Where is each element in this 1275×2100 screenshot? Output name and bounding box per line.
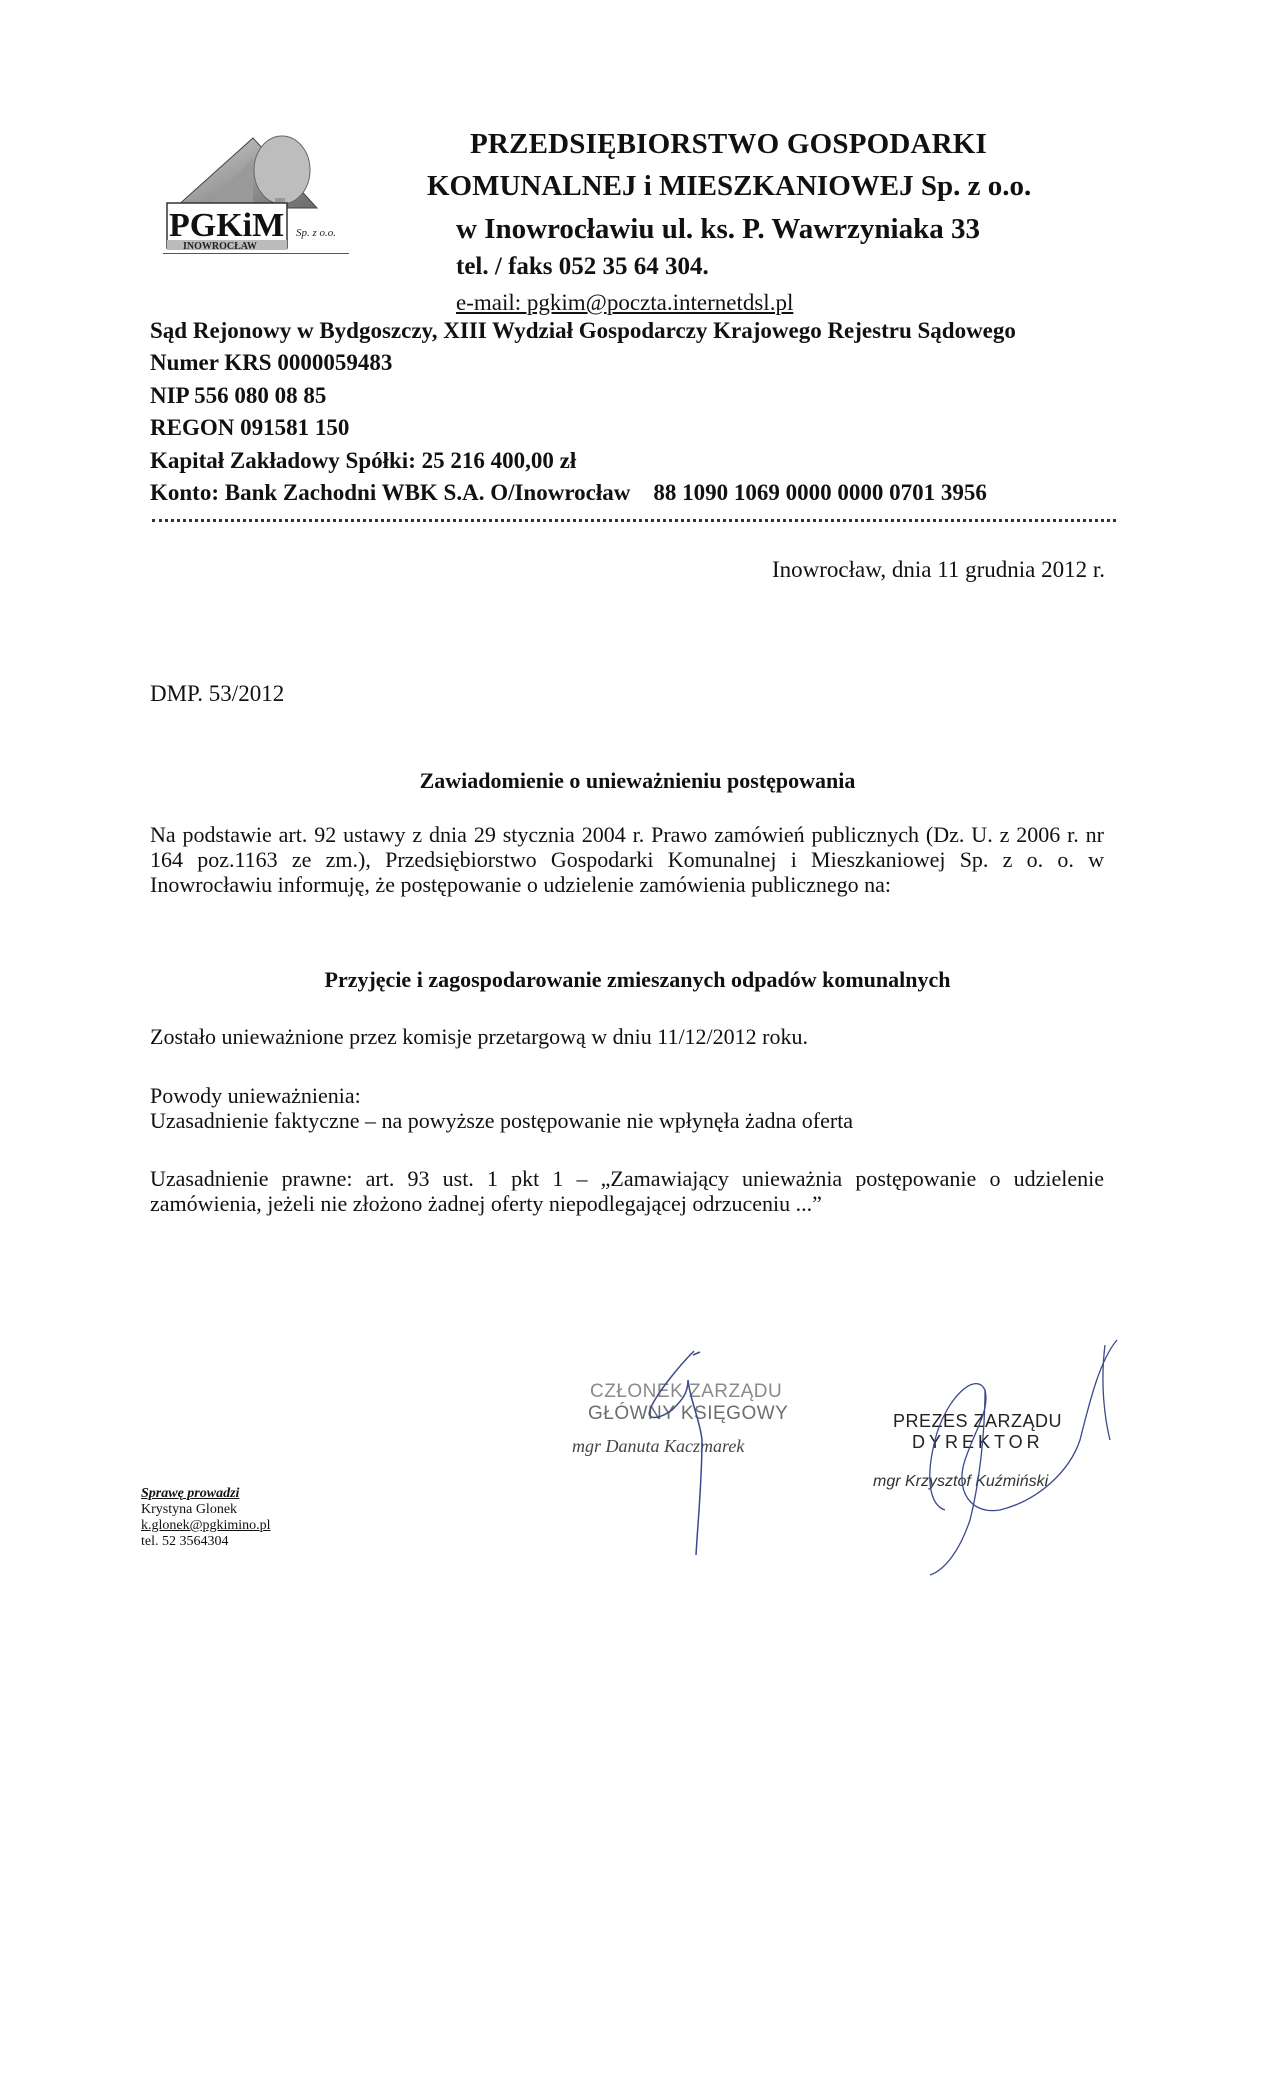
company-name-line1: PRZEDSIĘBIORSTWO GOSPODARKI: [470, 128, 988, 160]
logo-graphic: [165, 128, 355, 260]
logo-brand-text: PGKiM: [169, 207, 285, 244]
registry-nip: NIP 556 080 08 85: [150, 383, 327, 408]
case-handler-phone: tel. 52 3564304: [141, 1534, 229, 1549]
president-signature: [930, 1340, 1117, 1575]
header-dotted-divider: [152, 519, 1116, 522]
place-and-date: Inowrocław, dnia 11 grudnia 2012 r.: [772, 557, 1105, 582]
company-phone-fax: tel. / faks 052 35 64 304.: [456, 253, 709, 280]
case-handler-email-link[interactable]: k.glonek@pgkimino.pl: [141, 1518, 271, 1533]
accountant-stamp-name: mgr Danuta Kaczmarek: [572, 1436, 745, 1456]
company-name-line2: KOMUNALNEJ i MIESZKANIOWEJ Sp. z o.o.: [427, 170, 1032, 202]
annulment-statement: Zostało unieważnione przez komisje przetargową w dniu 11/12/2012 roku.: [150, 1024, 808, 1049]
logo-underline: [163, 253, 349, 254]
company-logo: [165, 128, 355, 260]
registry-regon: REGON 091581 150: [150, 415, 350, 440]
company-address: w Inowrocławiu ul. ks. P. Wawrzyniaka 33: [456, 213, 980, 245]
accountant-stamp-title2: GŁÓWNY KSIĘGOWY: [588, 1403, 789, 1424]
legal-basis-paragraph: Na podstawie art. 92 ustawy z dnia 29 stycznia 2004 r. Prawo zamówień publicznych (Dz. U. z 2006 r. nr 164 poz.1163 ze zm.), Przedsiębiorstwo Gospodarki Komunalnej i Mieszkaniowej Sp. z o. o. w Inowrocławiu informuję, że postępowanie o udzielenie zamówienia publicznego na:: [150, 822, 1104, 897]
case-handler-label: Sprawę prowadzi: [141, 1486, 240, 1501]
registry-bank-account: Konto: Bank Zachodni WBK S.A. O/Inowrocław 88 1090 1069 0000 0000 0701 3956: [150, 480, 987, 505]
logo-city-text: INOWROCŁAW: [183, 241, 257, 252]
procurement-subject: Przyjęcie i zagospodarowanie zmieszanych odpadów komunalnych: [324, 967, 951, 992]
notice-title: Zawiadomienie o unieważnieniu postępowania: [419, 768, 856, 793]
registry-capital: Kapitał Zakładowy Spółki: 25 216 400,00 zł: [150, 448, 577, 473]
case-handler-name: Krystyna Glonek: [141, 1502, 238, 1517]
legal-justification: Uzasadnienie prawne: art. 93 ust. 1 pkt 1 – „Zamawiający unieważnia postępowanie o udzielenie zamówienia, jeżeli nie złożono żadnej oferty niepodlegającej odrzuceniu ...”: [150, 1166, 1104, 1216]
president-stamp-name: mgr Krzysztof Kuźmiński: [873, 1473, 1049, 1490]
reference-number: DMP. 53/2012: [150, 681, 285, 706]
registry-court: Sąd Rejonowy w Bydgoszczy, XIII Wydział Gospodarczy Krajowego Rejestru Sądowego: [150, 318, 1016, 343]
registry-krs: Numer KRS 0000059483: [150, 350, 393, 375]
president-stamp-title2: DYREKTOR: [912, 1432, 1044, 1452]
accountant-stamp-title1: CZŁONEK ZARZĄDU: [590, 1381, 783, 1402]
president-stamp-title1: PREZES ZARZĄDU: [893, 1411, 1063, 1431]
reasons-label: Powody unieważnienia:: [150, 1083, 361, 1108]
factual-justification: Uzasadnienie faktyczne – na powyższe postępowanie nie wpłynęła żadna oferta: [150, 1108, 854, 1133]
logo-suffix-text: Sp. z o.o.: [296, 227, 337, 239]
company-email-link[interactable]: e-mail: pgkim@poczta.internetdsl.pl: [456, 290, 794, 315]
